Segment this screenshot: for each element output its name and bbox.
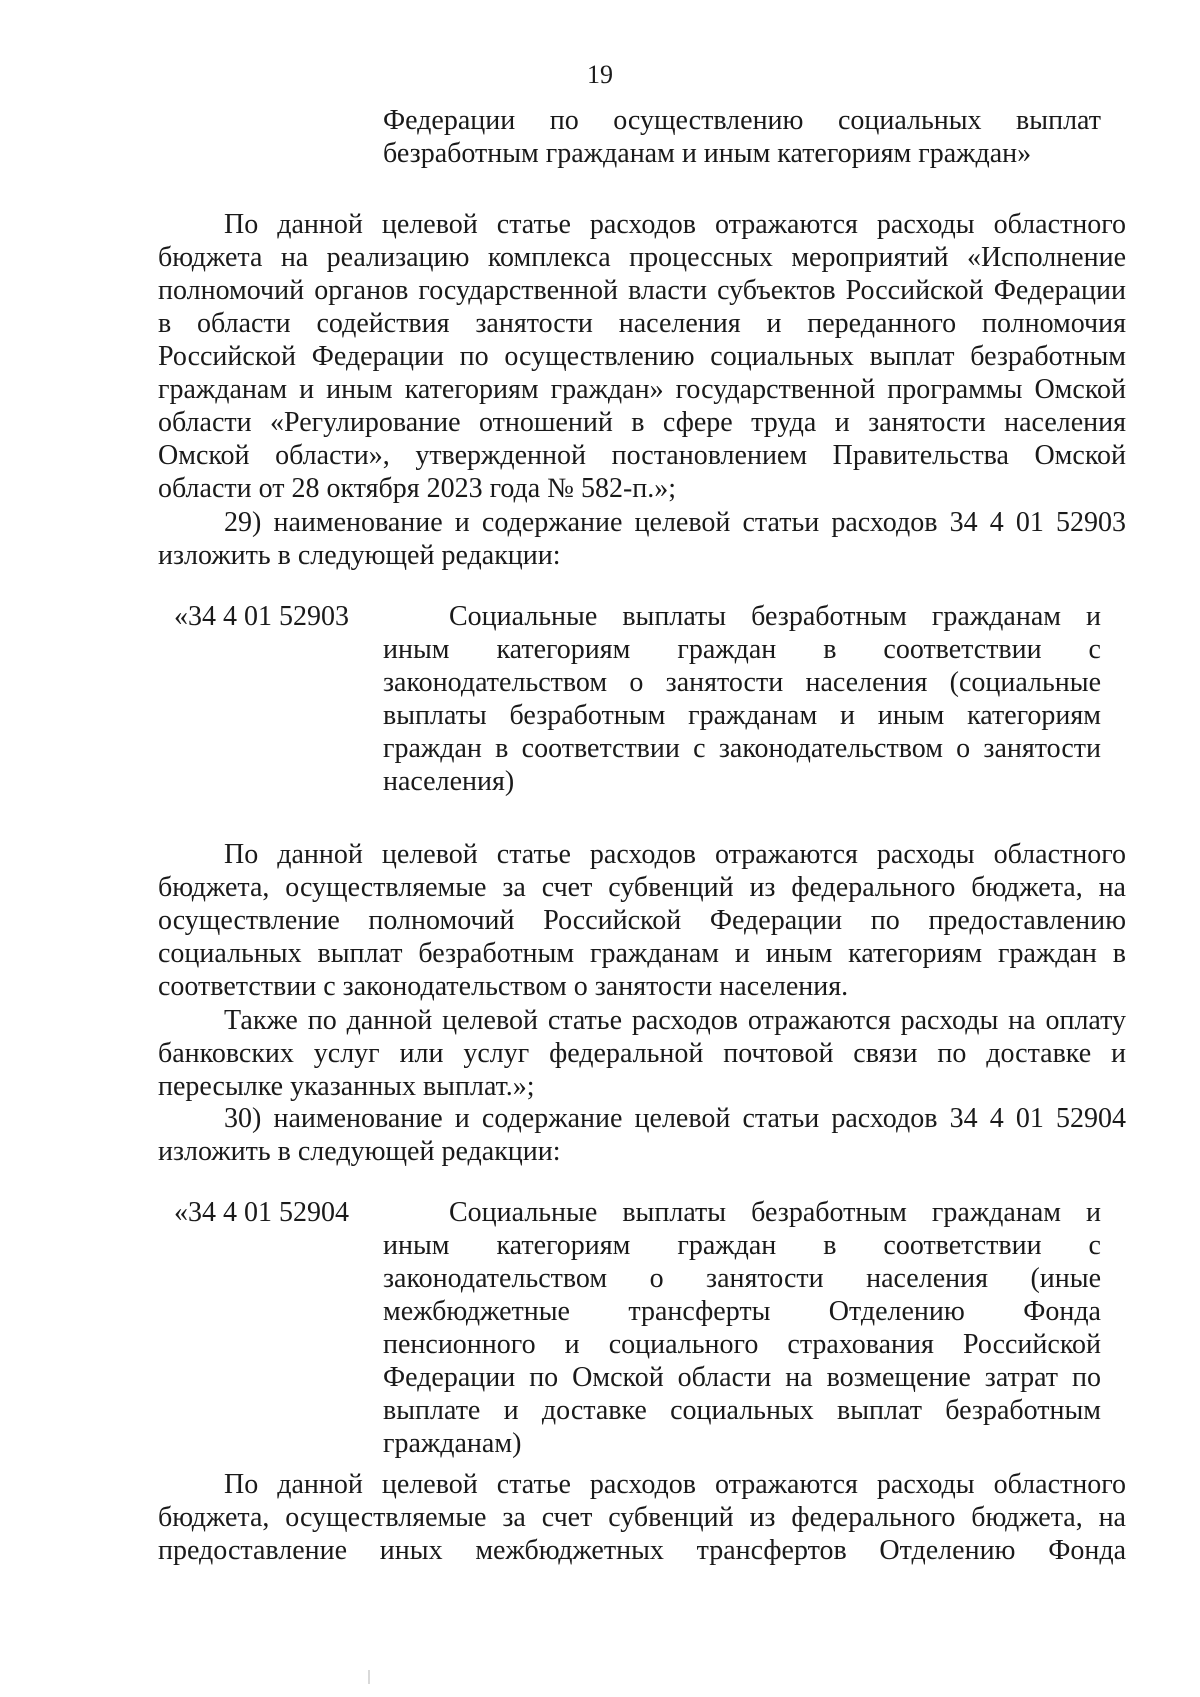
expense-description-52904: Социальные выплаты безработным гражданам и иным категориям граждан в соответствии с законодательством о занятости населения (иные межбюджетные трансферты Отделению Фонда пенсионного и социального страхования Российской Федерации по Омской области на возмещение затрат по выплате и доставке социальных выплат безработным гражданам) [383, 1197, 1101, 1459]
paragraph-banking-services: Также по данной целевой статье расходов отражаются расходы на оплату банковских услуг или услуг федеральной почтовой связи по доставке и пересылке указанных выплат.»; [158, 1005, 1126, 1102]
paragraph-expense-description-2: По данной целевой статье расходов отражаются расходы областного бюджета, осуществляемые за счет субвенций из федерального бюджета, на осуществление полномочий Российской Федерации по предоставлению социальных выплат безработным гражданам и иным категориям граждан в соответствии с законодательством о занятости населения. [158, 839, 1126, 1002]
scan-artifact [368, 1670, 370, 1684]
list-item-30: 30) наименование и содержание целевой статьи расходов 34 4 01 52904 изложить в следующей редакции: [158, 1103, 1126, 1167]
paragraph-expense-description-3: По данной целевой статье расходов отражаются расходы областного бюджета, осуществляемые за счет субвенций из федерального бюджета, на предоставление иных межбюджетных трансфертов Отделению Фонда [158, 1469, 1126, 1566]
expense-description-52903: Социальные выплаты безработным гражданам и иным категориям граждан в соответствии с законодательством о занятости населения (социальные выплаты безработным гражданам и иным категориям граждан в соответствии с законодательством о занятости населения) [383, 601, 1101, 797]
list-item-29: 29) наименование и содержание целевой статьи расходов 34 4 01 52903 изложить в следующей редакции: [158, 507, 1126, 571]
heading-continuation: Федерации по осуществлению социальных выплат безработным гражданам и иным категориям граждан» [383, 105, 1101, 169]
paragraph-expense-description-1: По данной целевой статье расходов отражаются расходы областного бюджета на реализацию комплекса процессных мероприятий «Исполнение полномочий органов государственной власти субъектов Российской Федерации в области содействия занятости населения и переданного полномочия Российской Федерации по осуществлению социальных выплат безработным гражданам и иным категориям граждан» государственной программы Омской области «Регулирование отношений в сфере труда и занятости населения Омской области», утвержденной постановлением Правительства Омской области от 28 октября 2023 года № 582-п.»; [158, 209, 1126, 504]
expense-code-52903: «34 4 01 52903 [174, 601, 349, 632]
page-number: 19 [587, 60, 613, 89]
expense-code-52904: «34 4 01 52904 [174, 1197, 349, 1228]
